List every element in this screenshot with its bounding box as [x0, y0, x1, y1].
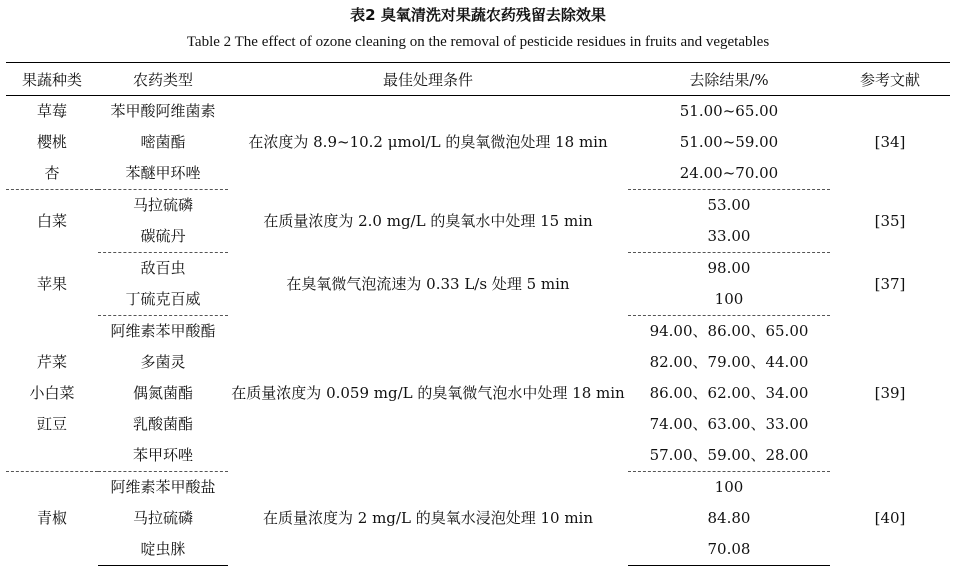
table-row	[6, 190, 950, 222]
pesticide-cell: 马拉硫磷	[132, 509, 193, 527]
result-cell: 74.00、63.00、33.00	[649, 415, 809, 433]
ref-cell: [40]	[874, 509, 906, 527]
fruit-cell: 青椒	[36, 509, 67, 528]
fruit-cell: 豇豆	[36, 415, 67, 433]
header-condition: 最佳处理条件	[228, 63, 628, 96]
condition-cell: 在臭氧微气泡流速为 0.33 L/s 处理 5 min	[286, 274, 570, 293]
pesticide-cell: 阿维素苯甲酸盐	[110, 478, 216, 496]
result-cell: 70.08	[628, 534, 830, 566]
pesticide-cell: 苯醚甲环唑	[98, 158, 228, 190]
header-row	[6, 63, 950, 96]
fruit-cell: 芹菜	[36, 353, 67, 371]
table-row	[6, 316, 950, 348]
result-cell: 24.00~70.00	[628, 158, 830, 190]
pesticide-cell: 多菌灵	[140, 353, 186, 371]
pesticide-cell: 啶虫脒	[98, 534, 228, 566]
pesticide-cell: 苯甲环唑	[98, 440, 228, 472]
header-fruit: 果蔬种类	[6, 63, 98, 96]
pesticide-cell: 阿维素苯甲酸酯	[110, 322, 216, 340]
condition-cell: 在浓度为 8.9~10.2 μmol/L 的臭氧微泡处理 18 min	[248, 133, 608, 152]
condition-cell: 在质量浓度为 2.0 mg/L 的臭氧水中处理 15 min	[263, 211, 593, 230]
result-cell: 82.00、79.00、44.00	[649, 353, 809, 371]
result-cell: 51.00~59.00	[679, 133, 779, 151]
fruit-cell: 杏	[6, 158, 98, 190]
table-row	[6, 472, 950, 504]
result-cell: 33.00	[628, 221, 830, 253]
result-cell: 100	[628, 284, 830, 316]
result-cell: 57.00、59.00、28.00	[628, 440, 830, 472]
result-cell: 94.00、86.00、65.00	[649, 322, 809, 340]
result-cell: 98.00	[707, 259, 751, 277]
result-cell: 84.80	[707, 509, 751, 527]
pesticide-cell: 丁硫克百威	[98, 284, 228, 316]
ref-cell: [35]	[874, 211, 906, 230]
pesticide-cell: 碳硫丹	[98, 221, 228, 253]
table-title-cn: 表2 臭氧清洗对果蔬农药残留去除效果	[350, 6, 606, 24]
fruit-cell: 樱桃	[36, 133, 67, 151]
header-result: 去除结果/%	[628, 63, 830, 96]
result-cell: 86.00、62.00、34.00	[649, 384, 809, 402]
result-cell: 53.00	[707, 196, 751, 214]
ref-cell: [34]	[874, 133, 906, 152]
pesticide-cell: 乳酸菌酯	[132, 415, 193, 433]
result-cell: 100	[714, 478, 744, 496]
pesticide-removal-table	[6, 62, 950, 566]
fruit-cell	[6, 440, 98, 472]
ref-cell: [37]	[874, 274, 906, 293]
pesticide-cell: 苯甲酸阿维菌素	[110, 102, 216, 120]
table-title-en: Table 2 The effect of ozone cleaning on the removal of pesticide residues in fruits and vegetables	[186, 34, 770, 50]
table-row	[6, 96, 950, 128]
result-cell: 51.00~65.00	[679, 102, 779, 120]
pesticide-cell: 嘧菌酯	[140, 133, 186, 151]
fruit-cell: 白菜	[36, 211, 67, 230]
fruit-cell: 草莓	[36, 102, 67, 120]
fruit-cell	[6, 316, 98, 348]
pesticide-cell: 偶氮菌酯	[132, 384, 193, 402]
fruit-cell: 苹果	[36, 274, 67, 293]
pesticide-cell: 马拉硫磷	[132, 196, 193, 214]
condition-cell: 在质量浓度为 0.059 mg/L 的臭氧微气泡水中处理 18 min	[231, 384, 625, 402]
condition-cell: 在质量浓度为 2 mg/L 的臭氧水浸泡处理 10 min	[263, 509, 593, 527]
header-pesticide: 农药类型	[98, 63, 228, 96]
table-row	[6, 253, 950, 285]
pesticide-cell: 敌百虫	[140, 259, 186, 277]
header-ref: 参考文献	[830, 63, 950, 96]
fruit-cell: 小白菜	[29, 384, 75, 402]
ref-cell: [39]	[874, 384, 906, 402]
